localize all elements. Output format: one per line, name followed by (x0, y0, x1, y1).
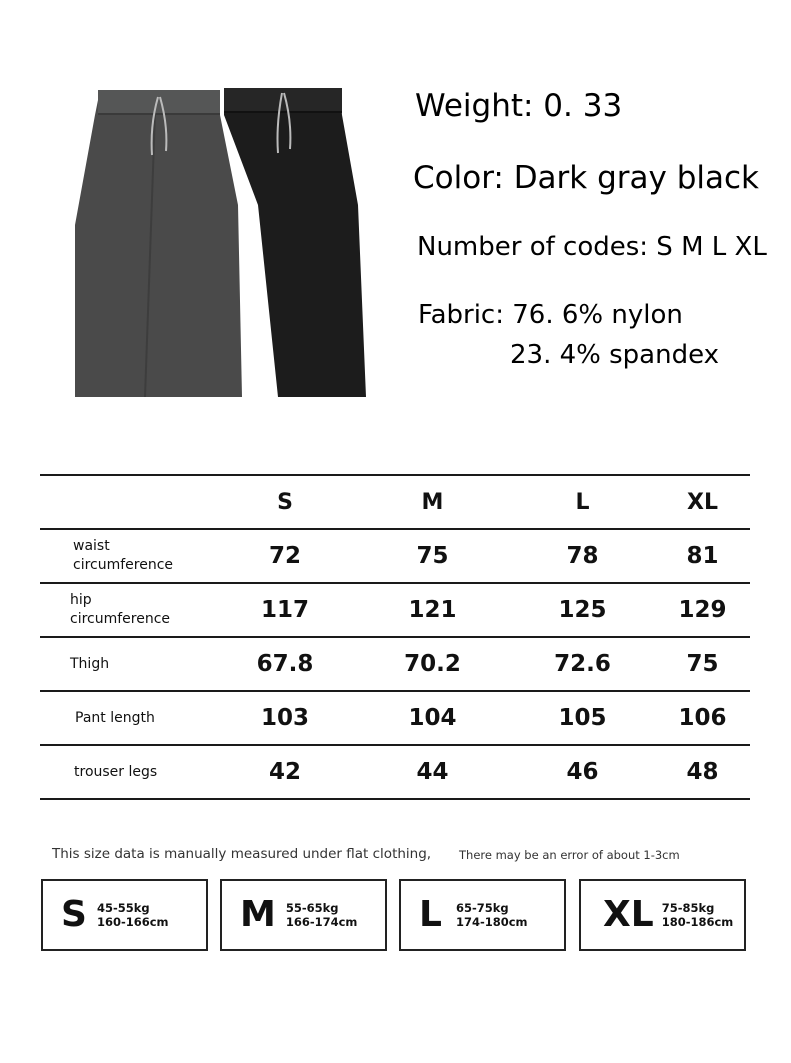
spec-fabric-secondary: 23. 4% spandex (510, 340, 720, 370)
size-guide-height: 166-174cm (285, 915, 358, 929)
spec-fabric: Fabric: 76. 6% nylon (418, 300, 683, 330)
table-header-row (40, 475, 750, 529)
table-cell: 75 (355, 529, 510, 583)
table-cell: 121 (355, 583, 510, 637)
size-guide-l (399, 879, 566, 951)
row-label-line1: Pant length (75, 709, 155, 726)
row-label-line1: Thigh (70, 655, 110, 672)
spec-codes: Number of codes: S M L XL (417, 232, 767, 262)
table-cell: 44 (355, 745, 510, 799)
row-label-line2: circumference (73, 557, 174, 573)
table-row (40, 691, 750, 745)
size-guide-info (286, 901, 358, 929)
row-label-thigh (40, 637, 215, 691)
size-guide-letter: XL (603, 894, 654, 935)
size-guide-letter: M (240, 894, 276, 935)
table-cell: 125 (510, 583, 655, 637)
row-label-line1: trouser legs (74, 763, 158, 780)
black-pants (218, 85, 373, 400)
row-label-waist (40, 529, 215, 583)
row-label-line1: hip (70, 592, 92, 608)
table-cell: 72 (215, 529, 355, 583)
table-cell: 117 (215, 583, 355, 637)
table-header-m: M (355, 475, 510, 529)
row-label-hip (40, 583, 215, 637)
size-guide-height: 160-166cm (96, 915, 169, 929)
size-guide-info (662, 901, 734, 929)
size-guide-letter: S (61, 894, 87, 935)
size-table (40, 474, 750, 800)
size-guide-info (456, 901, 528, 929)
error-note: There may be an error of about 1-3cm (459, 848, 680, 862)
table-cell: 67.8 (215, 637, 355, 691)
size-guide-weight: 45-55kg (96, 901, 150, 915)
table-cell: 129 (655, 583, 750, 637)
product-photo (70, 85, 375, 405)
size-guide-weight: 55-65kg (285, 901, 339, 915)
table-cell: 103 (215, 691, 355, 745)
table-cell: 46 (510, 745, 655, 799)
table-cell: 81 (655, 529, 750, 583)
size-guide-s (41, 879, 208, 951)
table-header-xl: XL (655, 475, 750, 529)
table-cell: 72.6 (510, 637, 655, 691)
table-cell: 105 (510, 691, 655, 745)
table-row (40, 745, 750, 799)
size-guide-m (220, 879, 387, 951)
table-row (40, 637, 750, 691)
spec-color: Color: Dark gray black (413, 160, 760, 196)
table-cell: 106 (655, 691, 750, 745)
table-row (40, 583, 750, 637)
size-guide-xl (579, 879, 746, 951)
size-guide-height: 174-180cm (455, 915, 528, 929)
row-label-line2: circumference (70, 611, 171, 627)
row-label-line1: waist (73, 538, 110, 554)
table-cell: 42 (215, 745, 355, 799)
size-guide-letter: L (419, 894, 442, 935)
table-cell: 48 (655, 745, 750, 799)
table-cell: 70.2 (355, 637, 510, 691)
table-corner (40, 475, 215, 529)
size-guide-weight: 75-85kg (661, 901, 715, 915)
size-guide-weight: 65-75kg (455, 901, 509, 915)
table-cell: 104 (355, 691, 510, 745)
row-label-trouser-legs (40, 745, 215, 799)
table-row (40, 529, 750, 583)
size-guide-height: 180-186cm (661, 915, 734, 929)
spec-weight: Weight: 0. 33 (415, 88, 623, 124)
table-cell: 78 (510, 529, 655, 583)
table-header-l: L (510, 475, 655, 529)
table-header-s: S (215, 475, 355, 529)
row-label-pant-length (40, 691, 215, 745)
size-guide-info (97, 901, 169, 929)
table-cell: 75 (655, 637, 750, 691)
measurement-note: This size data is manually measured under flat clothing, (52, 846, 432, 862)
